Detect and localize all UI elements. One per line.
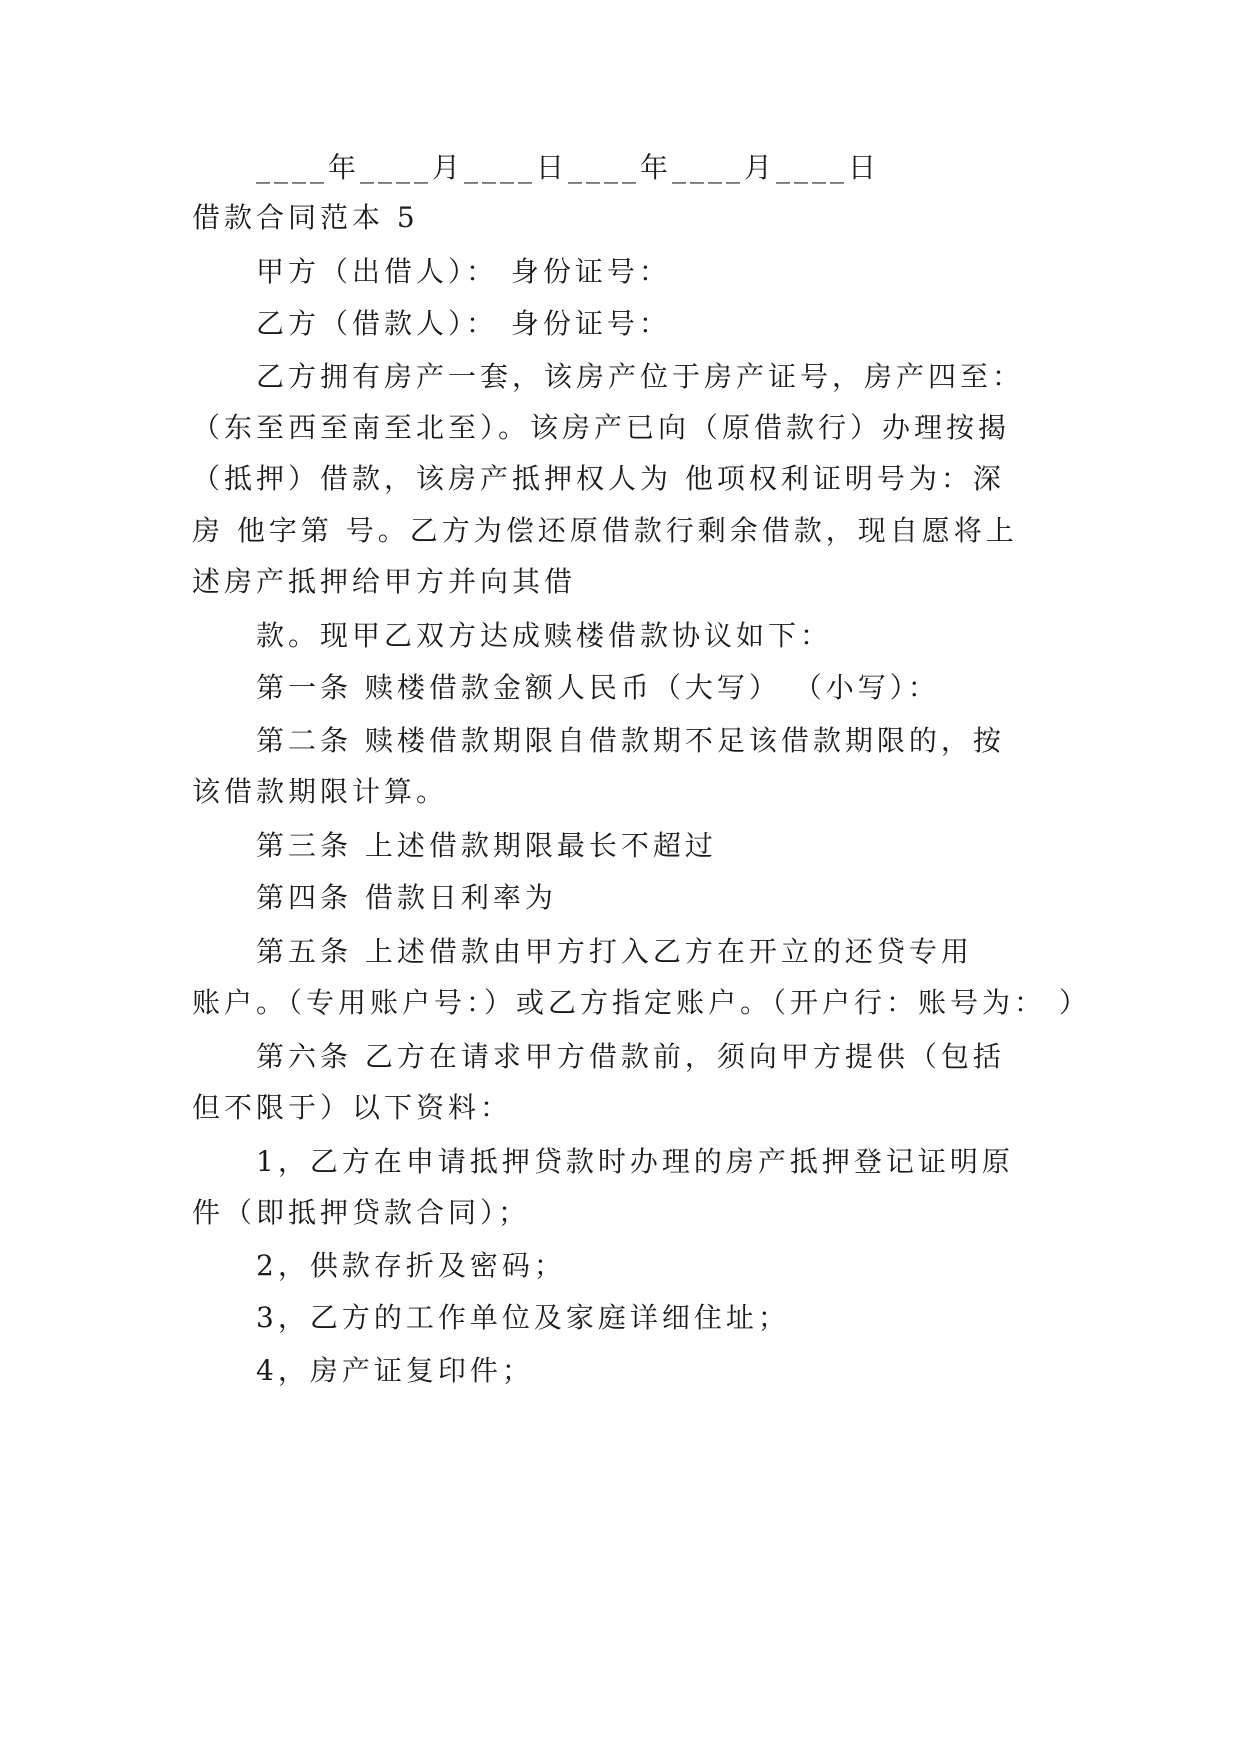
para1-line-2: （东至西至南至北至）。该房产已向（原借款行）办理按揭 [192, 411, 1011, 444]
item-4: 4，房产证复印件； [256, 1354, 534, 1387]
article-5-line-1: 第五条 上述借款由甲方打入乙方在开立的还贷专用 [256, 935, 973, 968]
article-2-line-2: 该借款期限计算。 [192, 775, 449, 808]
item-1-line-1: 1，乙方在申请抵押贷款时办理的房产抵押登记证明原 [256, 1145, 1014, 1178]
para1-line-3: （抵押）借款，该房产抵押权人为 他项权利证明号为：深 [192, 462, 1005, 495]
para1-line-5: 述房产抵押给甲方并向其借 [192, 565, 577, 598]
date-line: ____年____月____日____年____月____日 [256, 151, 881, 184]
article-5-line-2: 账户。（专用账户号：）或乙方指定账户。（开户行：账号为： ） [192, 986, 1091, 1019]
item-3: 3，乙方的工作单位及家庭详细住址； [256, 1301, 790, 1334]
party-b-line: 乙方（借款人）： 身份证号： [256, 307, 671, 340]
party-a-line: 甲方（出借人）： 身份证号： [256, 255, 671, 288]
article-4: 第四条 借款日利率为 [256, 881, 557, 914]
article-3: 第三条 上述借款期限最长不超过 [256, 829, 717, 862]
document-title: 借款合同范本 5 [192, 201, 419, 234]
para1-line-4: 房 他字第 号。乙方为偿还原借款行剩余借款，现自愿将上 [192, 514, 1018, 547]
item-2: 2，供款存折及密码； [256, 1249, 566, 1282]
article-6-line-2: 但不限于）以下资料： [192, 1091, 513, 1124]
para1-line-1: 乙方拥有房产一套，该房产位于房产证号，房产四至： [256, 360, 1025, 393]
article-2-line-1: 第二条 赎楼借款期限自借款期不足该借款期限的，按 [256, 724, 1005, 757]
para2-line: 款。现甲乙双方达成赎楼借款协议如下： [256, 619, 833, 652]
item-1-line-2: 件（即抵押贷款合同）； [192, 1196, 531, 1229]
article-6-line-1: 第六条 乙方在请求甲方借款前，须向甲方提供（包括 [256, 1040, 1005, 1073]
article-1: 第一条 赎楼借款金额人民币（大写） （小写）： [256, 671, 940, 704]
